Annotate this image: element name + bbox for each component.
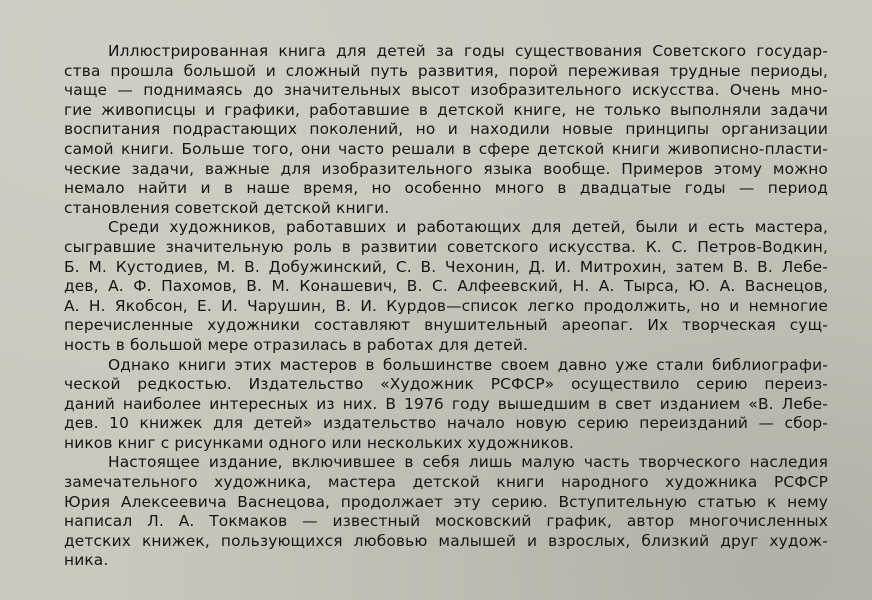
text-line: ческие задачи, важные для изобразительного языка вообще. Примеров этому можно	[64, 159, 828, 178]
text-line: становления советской детской книги.	[64, 198, 390, 217]
paragraph-1	[64, 42, 828, 218]
text-line: ческой редкостью. Издательство «Художник РСФСР» осуществило серию переиз-	[64, 375, 828, 394]
text-line: сыгравшие значительную роль в развитии советского искусства. К. С. Петров-Водкин,	[64, 237, 828, 256]
text-line: дев, А. Ф. Пахомов, В. М. Конашевич, В. С. Алфеевский, Н. А. Тырса, Ю. А. Васнецов,	[64, 277, 828, 296]
text-line: Однако книги этих мастеров в большинстве своем давно уже стали библиографи-	[108, 355, 828, 374]
text-line: детских книжек, пользующихся любовью малышей и взрослых, близкий друг худож-	[64, 531, 828, 550]
text-line: чаще — поднимаясь до значительных высот изобразительного искусства. Очень мно-	[64, 81, 828, 100]
paragraph-2	[64, 218, 828, 355]
text-line: Среди художников, работавших и работающих для детей, были и есть мастера,	[108, 218, 828, 237]
text-line: замечательного художника, мастера детской книги народного художника РСФСР	[64, 473, 828, 492]
paragraph-4	[64, 453, 828, 571]
text-line: Иллюстрированная книга для детей за годы существования Советского государ-	[108, 42, 828, 60]
text-line: Б. М. Кустодиев, М. В. Добужинский, С. В. Чехонин, Д. И. Митрохин, затем В. В. Лебе-	[64, 257, 828, 276]
text-line: перечисленные художники составляют внушительный ареопаг. Их творческая сущ-	[64, 316, 828, 335]
text-line: даний наиболее интересных из них. В 1976 году вышедшим в свет изданием «В. Лебе-	[64, 394, 828, 413]
paragraph-3	[64, 356, 828, 454]
text-line: дев. 10 книжек для детей» издательство начало новую серию переизданий — сбор-	[64, 414, 828, 433]
text-line: самой книги. Больше того, они часто решали в сфере детской книги живописно-пласти-	[64, 139, 828, 158]
text-line: А. Н. Якобсон, Е. И. Чарушин, В. И. Курдов—список легко продолжить, но и немногие	[64, 296, 828, 315]
text-line: воспитания подрастающих поколений, но и находили новые принципы организации	[64, 120, 828, 139]
text-line: Настоящее издание, включившее в себя лишь малую часть творческого наследия	[108, 453, 828, 472]
text-line: ства прошла большой и сложный путь развития, порой переживая трудные периоды,	[64, 61, 828, 80]
text-line: написал Л. А. Токмаков — известный московский график, автор многочисленных	[64, 512, 828, 531]
text-line: ность в большой мере отразилась в работах для детей.	[64, 335, 529, 354]
text-line: Юрия Алексеевича Васнецова, продолжает эту серию. Вступительную статью к нему	[64, 492, 828, 511]
intro-text	[64, 42, 828, 571]
text-line: ника.	[64, 551, 109, 570]
text-line: ников книг с рисунками одного или нескольких художников.	[64, 433, 574, 452]
text-line: гие живописцы и графики, работавшие в детской книге, не только выполняли задачи	[64, 100, 828, 119]
text-line: немало найти и в наше время, но особенно много в двадцатые годы — период	[64, 179, 828, 198]
